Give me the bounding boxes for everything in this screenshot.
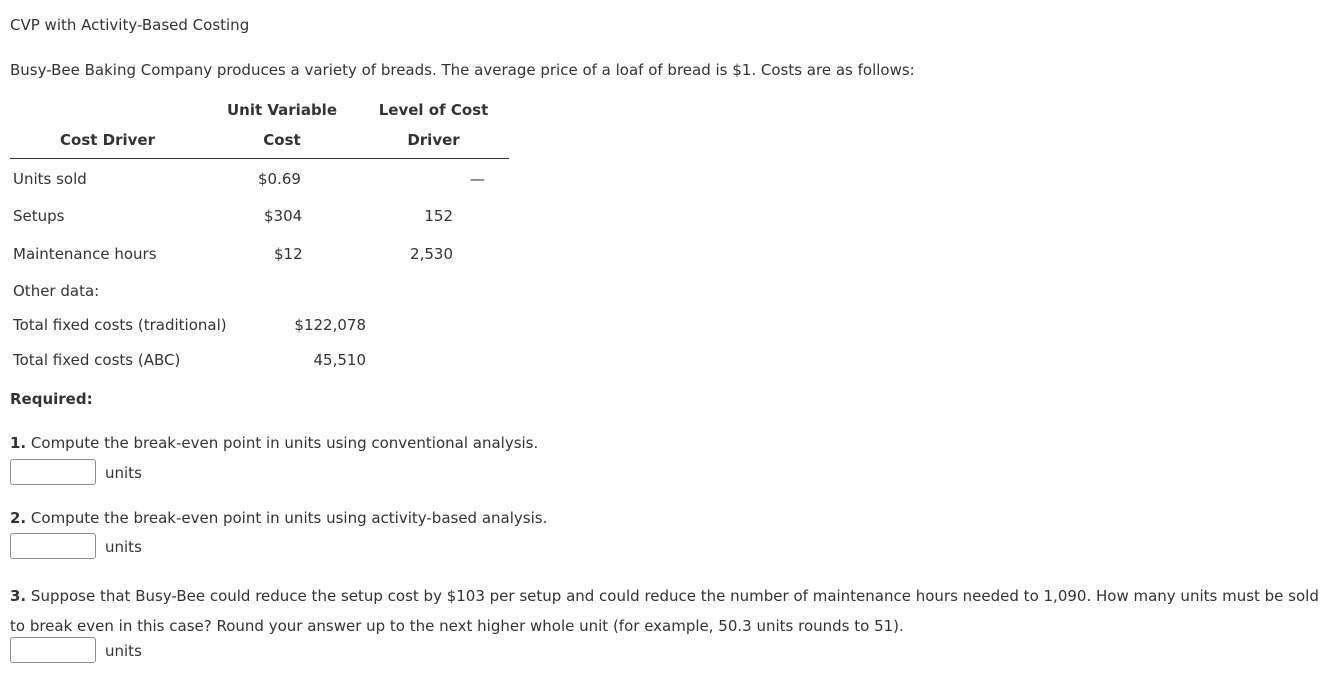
answer-1-unit: units <box>105 464 142 482</box>
row-driver-setups: Setups <box>13 207 65 225</box>
required-heading: Required: <box>10 390 93 408</box>
row-cost-maintenance: $12 <box>274 245 303 263</box>
fixed-traditional-value: $122,078 <box>294 316 366 334</box>
row-level-units-sold: — <box>470 170 485 188</box>
question-3-text: Suppose that Busy-Bee could reduce the setup cost by $103 per setup and could reduce the number of maintenance hours needed to 1,090. How many units must be sold to break even in this case? Round your answer up to the next higher whole unit (for example, 50.3 units rounds to 51). <box>10 587 1319 635</box>
answer-2-unit: units <box>105 538 142 556</box>
question-1 <box>10 434 538 452</box>
header-unit-variable-line1: Unit Variable <box>226 101 338 119</box>
answer-3-input[interactable] <box>10 637 96 663</box>
question-3-number: 3. <box>10 587 27 605</box>
question-1-text: Compute the break-even point in units using conventional analysis. <box>30 434 539 452</box>
answer-1-input[interactable] <box>10 459 96 485</box>
question-2-number: 2. <box>10 509 27 527</box>
row-cost-setups: $304 <box>264 207 303 225</box>
answer-2-input[interactable] <box>10 533 96 559</box>
fixed-abc-value: 45,510 <box>313 351 366 369</box>
header-level-line1: Level of Cost <box>378 101 489 119</box>
fixed-abc-label: Total fixed costs (ABC) <box>13 351 181 369</box>
header-cost-driver: Cost Driver <box>60 131 155 149</box>
answer-3-unit: units <box>105 642 142 660</box>
row-driver-maintenance: Maintenance hours <box>13 245 157 263</box>
fixed-traditional-label: Total fixed costs (traditional) <box>13 316 227 334</box>
problem-title: CVP with Activity-Based Costing <box>10 16 250 34</box>
row-level-maintenance: 2,530 <box>410 245 453 263</box>
question-2-text: Compute the break-even point in units using activity-based analysis. <box>30 509 548 527</box>
row-level-setups: 152 <box>424 207 453 225</box>
header-level-line2: Driver <box>407 131 460 149</box>
row-driver-units-sold: Units sold <box>13 170 87 188</box>
question-1-number: 1. <box>10 434 27 452</box>
question-2 <box>10 509 547 527</box>
row-cost-units-sold: $0.69 <box>258 170 301 188</box>
table-header-rule <box>10 158 509 159</box>
problem-intro: Busy-Bee Baking Company produces a variety of breads. The average price of a loaf of bread is $1. Costs are as follows: <box>10 61 915 79</box>
header-unit-variable-line2: Cost <box>263 131 301 149</box>
question-3 <box>10 581 1330 641</box>
other-data-label: Other data: <box>13 282 100 300</box>
